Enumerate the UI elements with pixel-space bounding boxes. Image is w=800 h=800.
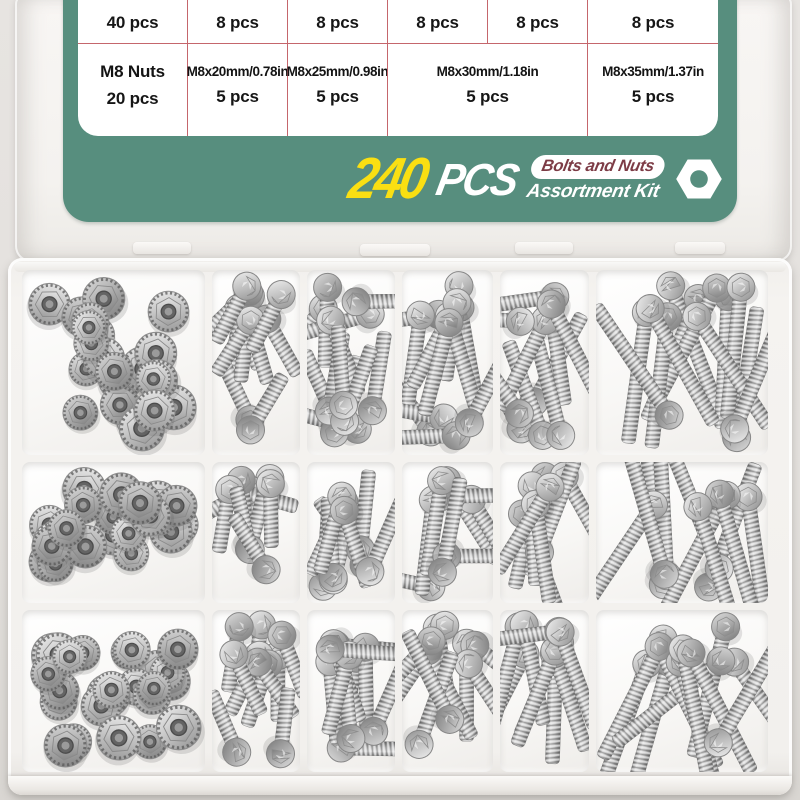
flange-nuts-pile	[22, 610, 205, 772]
size-label: M8x30mm/1.18in	[436, 63, 539, 79]
hex-nut-icon	[675, 158, 723, 200]
compartment-r1c1-flange-bolts	[212, 462, 300, 603]
flange-bolt	[342, 282, 395, 316]
flange-bolts-pile	[212, 462, 300, 603]
compartment-r2c3-flange-bolts	[402, 610, 493, 772]
flange-bolts-pile	[402, 270, 493, 455]
piece-count-label: 8 pcs	[631, 13, 675, 32]
compartment-r0c5-flange-bolts	[596, 270, 768, 455]
piece-count-label: 5 pcs	[631, 87, 675, 107]
flange-bolts-pile	[500, 462, 589, 603]
spec-cell	[78, 0, 187, 44]
flange-bolts-pile	[307, 462, 395, 603]
compartment-r0c3-flange-bolts	[402, 270, 493, 455]
piece-count-label: 20 pcs	[106, 89, 159, 108]
compartment-r1c0-flange-nuts	[22, 462, 205, 603]
piece-unit: PCS	[432, 153, 523, 205]
spec-table-row-1	[78, 0, 718, 44]
kit-subtitle: Assortment Kit	[525, 181, 662, 202]
compartment-r0c1-flange-bolts	[212, 270, 300, 455]
compartment-r1c4-flange-bolts	[500, 462, 589, 603]
flange-bolts-pile	[500, 610, 589, 772]
piece-count-label: 8 pcs	[416, 13, 459, 32]
compartment-r0c0-flange-nuts	[22, 270, 205, 455]
compartment-r1c3-flange-bolts	[402, 462, 493, 603]
spec-table	[78, 0, 718, 136]
kit-banner	[63, 136, 737, 222]
storage-box	[8, 258, 792, 795]
compartment-r1c2-flange-bolts	[307, 462, 395, 603]
spec-cell	[487, 0, 587, 44]
flange-nuts-pile	[22, 270, 205, 455]
flange-nut	[59, 392, 104, 437]
size-label: M8x20mm/0.78in	[186, 63, 289, 79]
piece-count-label: 8 pcs	[316, 13, 359, 32]
flange-bolts-pile	[212, 610, 300, 772]
spec-cell	[587, 0, 718, 44]
spec-cell	[287, 0, 387, 44]
flange-nuts-pile	[22, 462, 205, 603]
compartment-r2c0-flange-nuts	[22, 610, 205, 772]
compartment-r2c1-flange-bolts	[212, 610, 300, 772]
flange-bolts-pile	[307, 610, 395, 772]
spec-cell	[287, 44, 387, 136]
compartment-r2c4-flange-bolts	[500, 610, 589, 772]
spec-cell	[587, 44, 718, 136]
compartment-r0c4-flange-bolts	[500, 270, 589, 455]
spec-cell	[387, 0, 487, 44]
piece-count-label: 40 pcs	[106, 13, 159, 32]
flange-bolts-pile	[596, 462, 768, 603]
compartment-r1c5-flange-bolts	[596, 462, 768, 603]
flange-bolts-pile	[596, 270, 768, 455]
compartment-r0c2-flange-bolts	[307, 270, 395, 455]
piece-count-label: 8 pcs	[216, 13, 259, 32]
piece-count: 240	[344, 146, 432, 211]
lid-latch	[360, 244, 430, 256]
piece-count-label: 5 pcs	[316, 87, 359, 107]
lid-latch	[515, 242, 573, 254]
size-label: M8x35mm/1.37in	[602, 63, 704, 79]
lid-latch	[675, 242, 725, 254]
flange-bolt	[261, 686, 300, 769]
size-label: M8 Nuts	[100, 62, 165, 81]
spec-table-row-2	[78, 44, 718, 136]
spec-cell	[187, 0, 287, 44]
flange-bolts-pile	[307, 270, 395, 455]
flange-bolts-pile	[500, 270, 589, 455]
box-front-wall	[8, 776, 792, 795]
flange-bolts-pile	[212, 270, 300, 455]
box-lid	[15, 0, 792, 262]
compartment-r2c2-flange-bolts	[307, 610, 395, 772]
piece-count-label: 5 pcs	[216, 87, 259, 107]
compartment-r2c5-flange-bolts	[596, 610, 768, 772]
spec-cell	[187, 44, 287, 136]
flange-bolts-pile	[402, 610, 493, 772]
size-label: M8x25mm/0.98in	[286, 63, 389, 79]
piece-count-label: 5 pcs	[466, 87, 509, 107]
lid-latch	[133, 242, 191, 254]
flange-bolts-pile	[596, 610, 768, 772]
badge-bolts-and-nuts: Bolts and Nuts	[530, 155, 667, 179]
spec-cell	[78, 44, 187, 136]
product-label	[63, 0, 737, 222]
compartment-grid	[22, 270, 768, 772]
flange-bolts-pile	[402, 462, 493, 603]
spec-cell	[387, 44, 587, 136]
piece-count-label: 8 pcs	[516, 13, 559, 32]
